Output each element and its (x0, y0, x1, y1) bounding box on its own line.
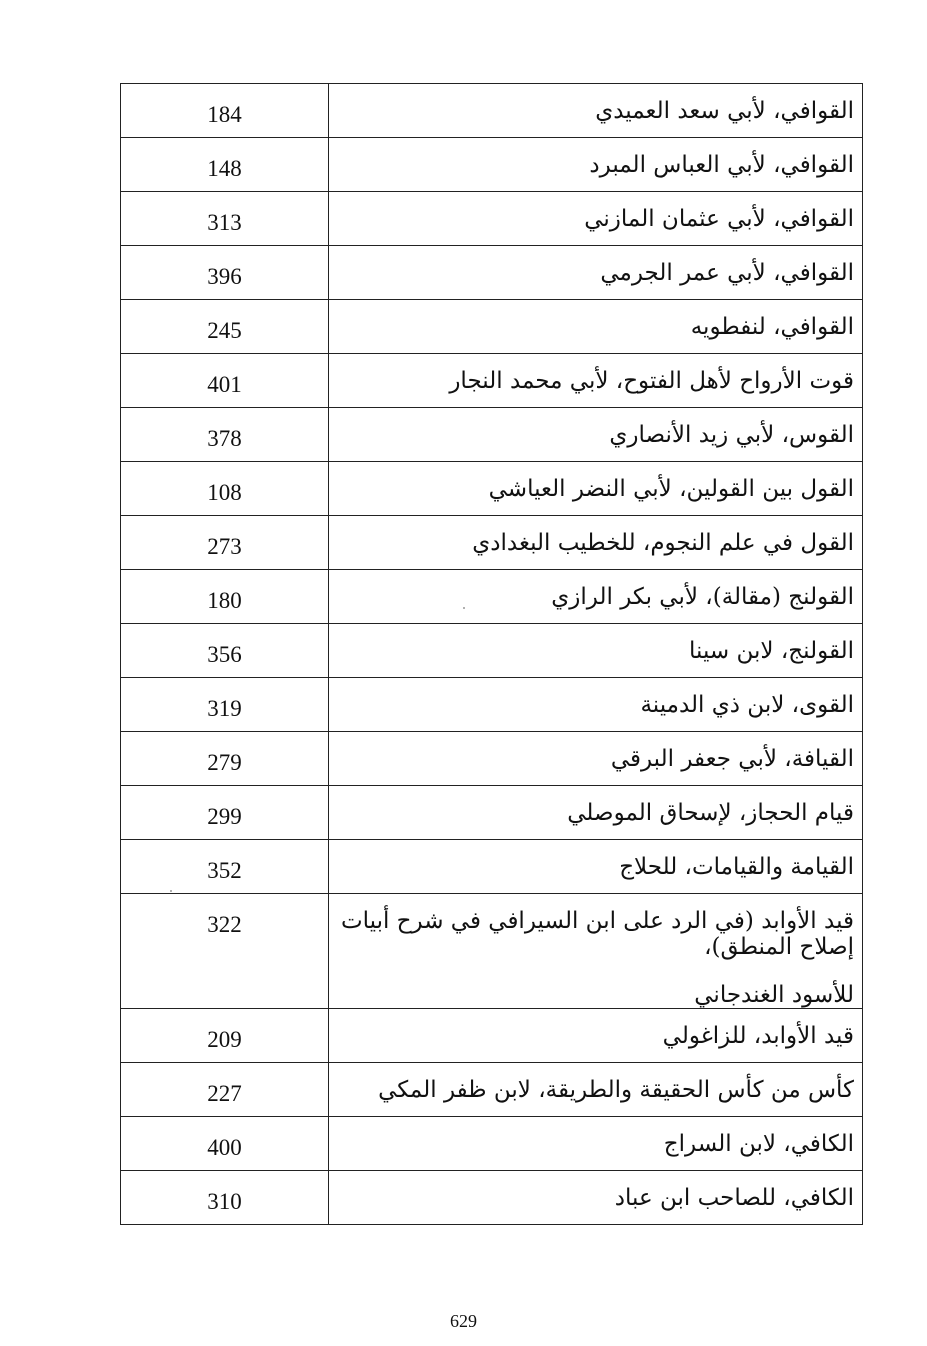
book-title: قيد الأوابد، للزاغولي (329, 1009, 863, 1063)
table-row (121, 624, 863, 678)
book-title: القوافي، لأبي العباس المبرد (329, 138, 863, 192)
table-row (121, 246, 863, 300)
page-ref: 322 (121, 894, 329, 1009)
page-number: 629 (450, 1311, 477, 1331)
table-row (121, 1009, 863, 1063)
book-title: القوافي، لأبي سعد العميدي (329, 84, 863, 138)
table-row (121, 786, 863, 840)
page-ref: 227 (121, 1063, 329, 1117)
page-ref: 401 (121, 354, 329, 408)
book-title: القول بين القولين، لأبي النضر العياشي (329, 462, 863, 516)
page-ref: 352 (121, 840, 329, 894)
book-title-continuation: للأسود الغندجاني (694, 982, 854, 1008)
page-ref: 299 (121, 786, 329, 840)
table-row (121, 570, 863, 624)
book-title: القوى، لابن ذي الدمينة (329, 678, 863, 732)
book-title: الكافي، لابن السراج (329, 1117, 863, 1171)
page-ref: 273 (121, 516, 329, 570)
page-ref: 209 (121, 1009, 329, 1063)
page-ref: 396 (121, 246, 329, 300)
page-ref: 245 (121, 300, 329, 354)
book-title: القوافي، لأبي عمر الجرمي (329, 246, 863, 300)
table-row (121, 678, 863, 732)
table-row (121, 894, 863, 1009)
book-title: الكافي، للصاحب ابن عباد (329, 1171, 863, 1225)
table-row (121, 1171, 863, 1225)
table-row (121, 300, 863, 354)
page-ref: 180 (121, 570, 329, 624)
index-table (120, 83, 863, 1225)
page-ref: 108 (121, 462, 329, 516)
page-ref: 313 (121, 192, 329, 246)
page-ref: 400 (121, 1117, 329, 1171)
book-title: القوس، لأبي زيد الأنصاري (329, 408, 863, 462)
book-title: القوافي، لنفطويه (329, 300, 863, 354)
book-title: القيافة، لأبي جعفر البرقي (329, 732, 863, 786)
table-row (121, 462, 863, 516)
book-title: القيامة والقيامات، للحلاج (329, 840, 863, 894)
book-title: قيد الأوابد (في الرد على ابن السيرافي في شرح أبيات إصلاح المنطق)، (340, 908, 854, 960)
page-ref: 378 (121, 408, 329, 462)
table-row (121, 1063, 863, 1117)
page-ref: 319 (121, 678, 329, 732)
table-row (121, 354, 863, 408)
book-title: قيام الحجاز، لإسحاق الموصلي (329, 786, 863, 840)
book-title: القوافي، لأبي عثمان المازني (329, 192, 863, 246)
table-row (121, 84, 863, 138)
scan-speck (463, 607, 465, 609)
book-title: كأس من كأس الحقيقة والطريقة، لابن ظفر المكي (329, 1063, 863, 1117)
book-title: القولنج (مقالة)، لأبي بكر الرازي (329, 570, 863, 624)
page-ref: 148 (121, 138, 329, 192)
page-ref: 356 (121, 624, 329, 678)
book-title-multiline (329, 894, 863, 1009)
table-row (121, 1117, 863, 1171)
book-title: قوت الأرواح لأهل الفتوح، لأبي محمد النجار (329, 354, 863, 408)
table-row (121, 192, 863, 246)
table-row (121, 732, 863, 786)
book-title: القولنج، لابن سينا (329, 624, 863, 678)
scan-speck (170, 890, 172, 892)
table-row (121, 408, 863, 462)
table-row (121, 840, 863, 894)
page-ref: 184 (121, 84, 329, 138)
table-row (121, 138, 863, 192)
table-row (121, 516, 863, 570)
page-ref: 279 (121, 732, 329, 786)
book-title: القول في علم النجوم، للخطيب البغدادي (329, 516, 863, 570)
page-ref: 310 (121, 1171, 329, 1225)
